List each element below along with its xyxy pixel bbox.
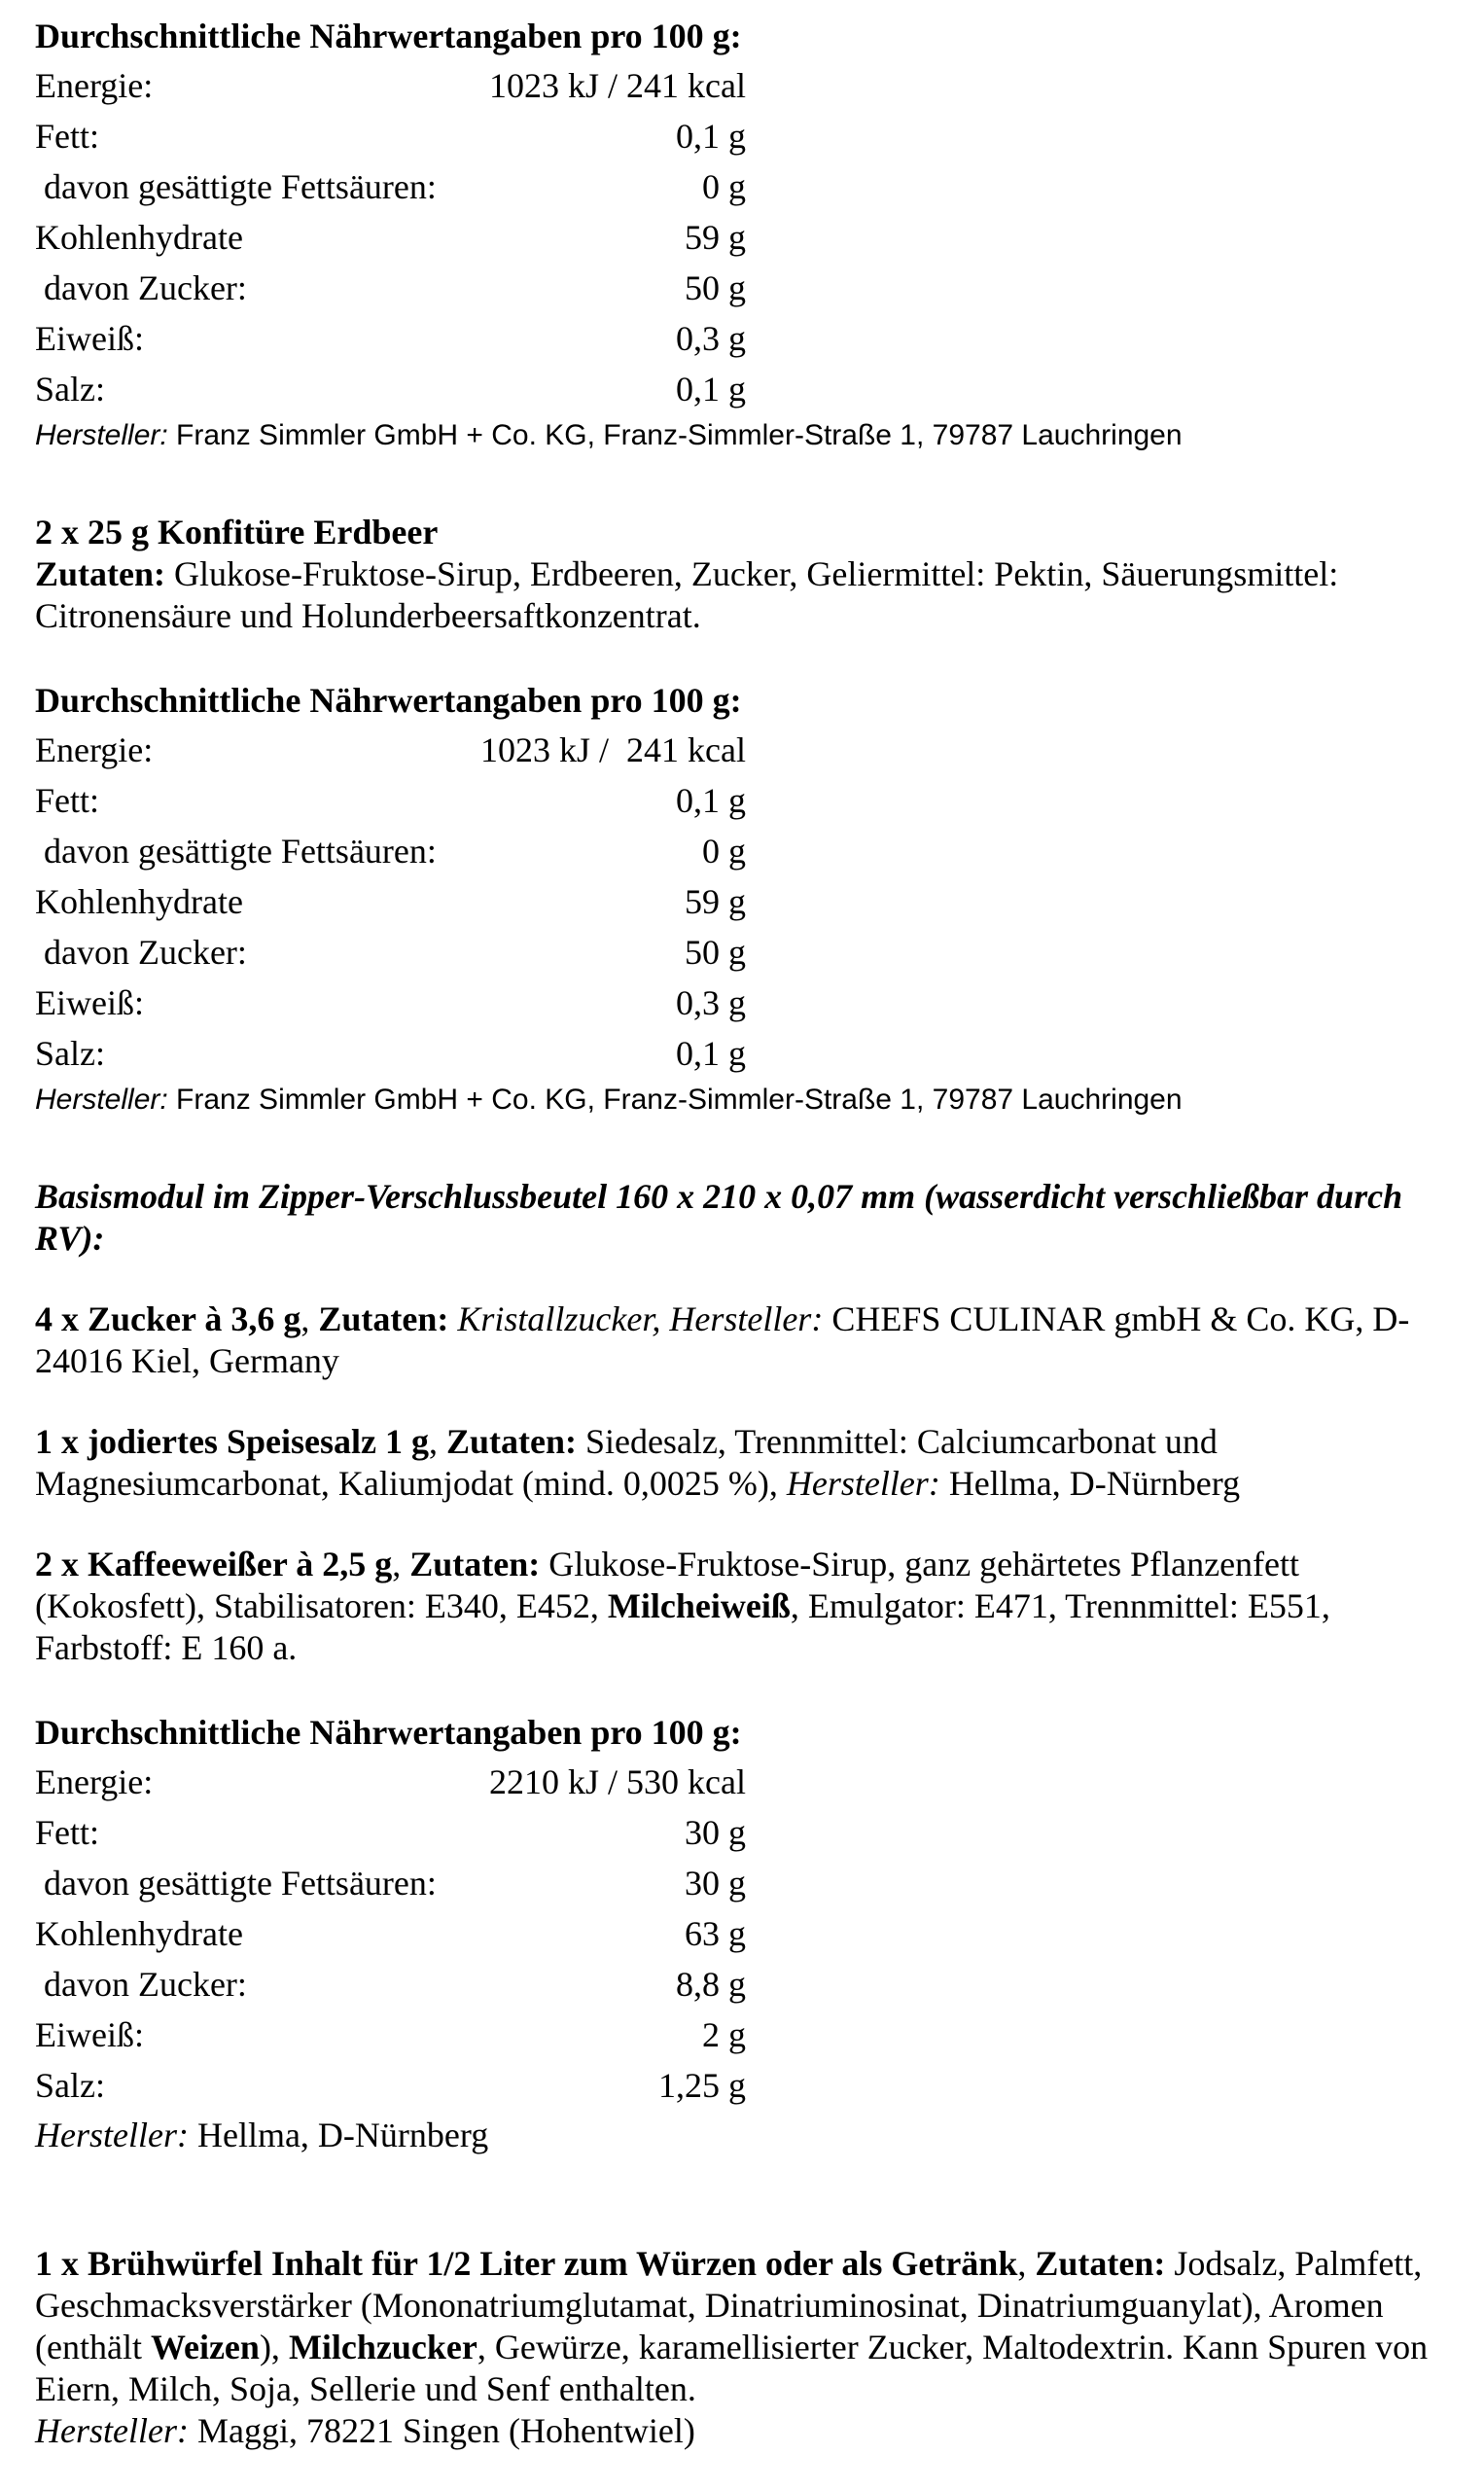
nutrition-row <box>35 2060 746 2111</box>
nutrition-row <box>35 927 746 978</box>
nutrition-label: Eiweiß: <box>35 2015 144 2054</box>
manufacturer-text: Franz Simmler GmbH + Co. KG, Franz-Simmler-Straße 1, 79787 Lauchringen <box>167 1084 1183 1116</box>
nutrition-value: 0,1 g <box>676 781 746 820</box>
nutrition-value: 0 g <box>702 832 746 871</box>
nutrition-value: 0,1 g <box>676 370 746 409</box>
nutrition-row <box>35 263 746 313</box>
ingredients-text: ), <box>259 2328 289 2366</box>
manufacturer-line <box>35 2410 1445 2452</box>
nutrition-value: 1023 kJ / 241 kcal <box>489 66 746 105</box>
nutrition-value: 2210 kJ / 530 kcal <box>489 1762 746 1801</box>
document-page <box>35 12 1445 2452</box>
nutrition-table-1 <box>35 12 1445 457</box>
ingredients-label: Zutaten: <box>1035 2244 1166 2283</box>
nutrition-value: 63 g <box>685 1914 746 1953</box>
manufacturer-label: Hersteller: <box>786 1464 940 1503</box>
nutrition-label: Energie: <box>35 66 154 105</box>
product-title: 2 x Kaffeeweißer à 2,5 g <box>35 1545 393 1583</box>
nutrition-label: Eiweiß: <box>35 983 144 1022</box>
manufacturer-line <box>35 414 1445 457</box>
nutrition-label: Energie: <box>35 1762 154 1801</box>
nutrition-row <box>35 2010 746 2060</box>
nutrition-label: Fett: <box>35 781 100 820</box>
ingredients-text: Glukose-Fruktose-Sirup, ganz gehärtetes Pflanzenfett (Kokosfett), Stabilisatoren: E340, E452, <box>35 1545 1300 1625</box>
nutrition-label: davon Zucker: <box>35 268 247 307</box>
nutrition-label: davon gesättigte Fettsäuren: <box>35 1864 437 1903</box>
nutrition-label: Kohlenhydrate <box>35 1914 243 1953</box>
manufacturer-label: Hersteller: <box>35 1084 168 1116</box>
manufacturer-text: Hellma, D-Nürnberg <box>939 1464 1241 1503</box>
ingredients-text: Jodsalz, Palmfett, Geschmacksverstärker (Mononatriumglutamat, Dinatriuminosinat, Dinatriumguanylat), Aromen (enthält <box>35 2244 1423 2366</box>
nutrition-row <box>35 313 746 364</box>
product-sugar <box>35 1298 1445 1382</box>
nutrition-label: Fett: <box>35 1813 100 1852</box>
nutrition-label: Salz: <box>35 2066 105 2105</box>
product-creamer <box>35 1544 1445 1669</box>
nutrition-row <box>35 1858 746 1908</box>
nutrition-value: 0,1 g <box>676 117 746 156</box>
ingredients-label: Zutaten: <box>35 554 165 593</box>
nutrition-heading: Durchschnittliche Nährwertangaben pro 100 g: <box>35 681 742 720</box>
product-title: 1 x Brühwürfel Inhalt für 1/2 Liter zum Würzen oder als Getränk <box>35 2244 1018 2283</box>
manufacturer-label: Hersteller: <box>35 2411 189 2450</box>
product-jam <box>35 512 1445 637</box>
ingredients-text: , Emulgator: E471, Trennmittel: E551, Farbstoff: E 160 a. <box>35 1586 1330 1667</box>
allergen: Milchzucker <box>288 2328 477 2366</box>
nutrition-label: davon Zucker: <box>35 1965 247 2004</box>
manufacturer-text: CHEFS CULINAR gmbH & Co. KG, D-24016 Kiel, Germany <box>35 1299 1410 1380</box>
manufacturer-text: Franz Simmler GmbH + Co. KG, Franz-Simmler-Straße 1, 79787 Lauchringen <box>167 419 1183 451</box>
ingredients-label: Zutaten: <box>445 1422 577 1461</box>
nutrition-heading: Durchschnittliche Nährwertangaben pro 100 g: <box>35 17 742 55</box>
nutrition-value: 30 g <box>685 1813 746 1852</box>
nutrition-value: 1023 kJ / 241 kcal <box>480 730 746 769</box>
nutrition-value: 0,1 g <box>676 1034 746 1073</box>
nutrition-row <box>35 1028 746 1079</box>
ingredients-paragraph <box>35 553 1445 637</box>
nutrition-row <box>35 212 746 263</box>
nutrition-row <box>35 876 746 927</box>
manufacturer-label: Hersteller: <box>35 2116 189 2154</box>
nutrition-value: 0,3 g <box>676 983 746 1022</box>
nutrition-row <box>35 826 746 876</box>
nutrition-row <box>35 1757 746 1807</box>
nutrition-label: Kohlenhydrate <box>35 218 243 257</box>
nutrition-value: 1,25 g <box>658 2066 746 2105</box>
nutrition-value: 30 g <box>685 1864 746 1903</box>
product-title: 4 x Zucker à 3,6 g <box>35 1299 301 1338</box>
ingredients-text: , Gewürze, karamellisierter Zucker, Maltodextrin. Kann Spuren von Eiern, Milch, Soja, Sellerie und Senf enthalten. <box>35 2328 1429 2408</box>
module-heading: Basismodul im Zipper-Verschlussbeutel 160 x 210 x 0,07 mm (wasserdicht verschließbar durch RV): <box>35 1177 1403 1258</box>
separator: , <box>428 1422 446 1461</box>
ingredients-text: Glukose-Fruktose-Sirup, Erdbeeren, Zucker, Geliermittel: Pektin, Säuerungsmittel: Citronensäure und Holunderbeersaftkonzentrat. <box>35 554 1339 635</box>
nutrition-row <box>35 1807 746 1858</box>
nutrition-value: 0,3 g <box>676 319 746 358</box>
nutrition-heading: Durchschnittliche Nährwertangaben pro 100 g: <box>35 1713 742 1752</box>
nutrition-value: 2 g <box>702 2015 746 2054</box>
separator: , <box>300 1299 319 1338</box>
ingredients-label: Zutaten: <box>318 1299 449 1338</box>
ingredients-text: Kristallzucker, Hersteller: <box>448 1299 824 1338</box>
nutrition-table-3 <box>35 1708 1445 2159</box>
manufacturer-text: Maggi, 78221 Singen (Hohentwiel) <box>188 2411 695 2450</box>
manufacturer-line <box>35 2111 1445 2159</box>
nutrition-row <box>35 364 746 414</box>
allergen: Weizen <box>150 2328 260 2366</box>
nutrition-row <box>35 161 746 212</box>
separator: , <box>1017 2244 1036 2283</box>
nutrition-label: Salz: <box>35 1034 105 1073</box>
ingredients-text: Siedesalz, Trennmittel: Calciumcarbonat und Magnesiumcarbonat, Kaliumjodat (mind. 0,0025 %), <box>35 1422 1218 1503</box>
nutrition-label: Fett: <box>35 117 100 156</box>
nutrition-label: Energie: <box>35 730 154 769</box>
product-title: 2 x 25 g Konfitüre Erdbeer <box>35 513 439 551</box>
nutrition-label: davon Zucker: <box>35 933 247 972</box>
manufacturer-text: Hellma, D-Nürnberg <box>188 2116 489 2154</box>
nutrition-label: Kohlenhydrate <box>35 882 243 921</box>
ingredients-label: Zutaten: <box>409 1545 541 1583</box>
nutrition-label: davon gesättigte Fettsäuren: <box>35 167 437 206</box>
nutrition-row <box>35 1908 746 1959</box>
product-broth <box>35 2243 1445 2410</box>
nutrition-value: 59 g <box>685 218 746 257</box>
product-title: 1 x jodiertes Speisesalz 1 g <box>35 1422 429 1461</box>
nutrition-value: 50 g <box>685 268 746 307</box>
nutrition-value: 59 g <box>685 882 746 921</box>
manufacturer-label: Hersteller: <box>35 419 168 451</box>
separator: , <box>392 1545 410 1583</box>
nutrition-value: 0 g <box>702 167 746 206</box>
nutrition-label: davon gesättigte Fettsäuren: <box>35 832 437 871</box>
nutrition-row <box>35 775 746 826</box>
nutrition-row <box>35 111 746 161</box>
nutrition-row <box>35 1959 746 2010</box>
nutrition-value: 50 g <box>685 933 746 972</box>
nutrition-value: 8,8 g <box>676 1965 746 2004</box>
product-salt <box>35 1421 1445 1505</box>
allergen: Milcheiweiß <box>607 1586 791 1625</box>
nutrition-row <box>35 725 746 775</box>
manufacturer-line <box>35 1079 1445 1121</box>
nutrition-row <box>35 978 746 1028</box>
nutrition-row <box>35 60 746 111</box>
nutrition-label: Eiweiß: <box>35 319 144 358</box>
nutrition-label: Salz: <box>35 370 105 409</box>
nutrition-table-2 <box>35 676 1445 1121</box>
